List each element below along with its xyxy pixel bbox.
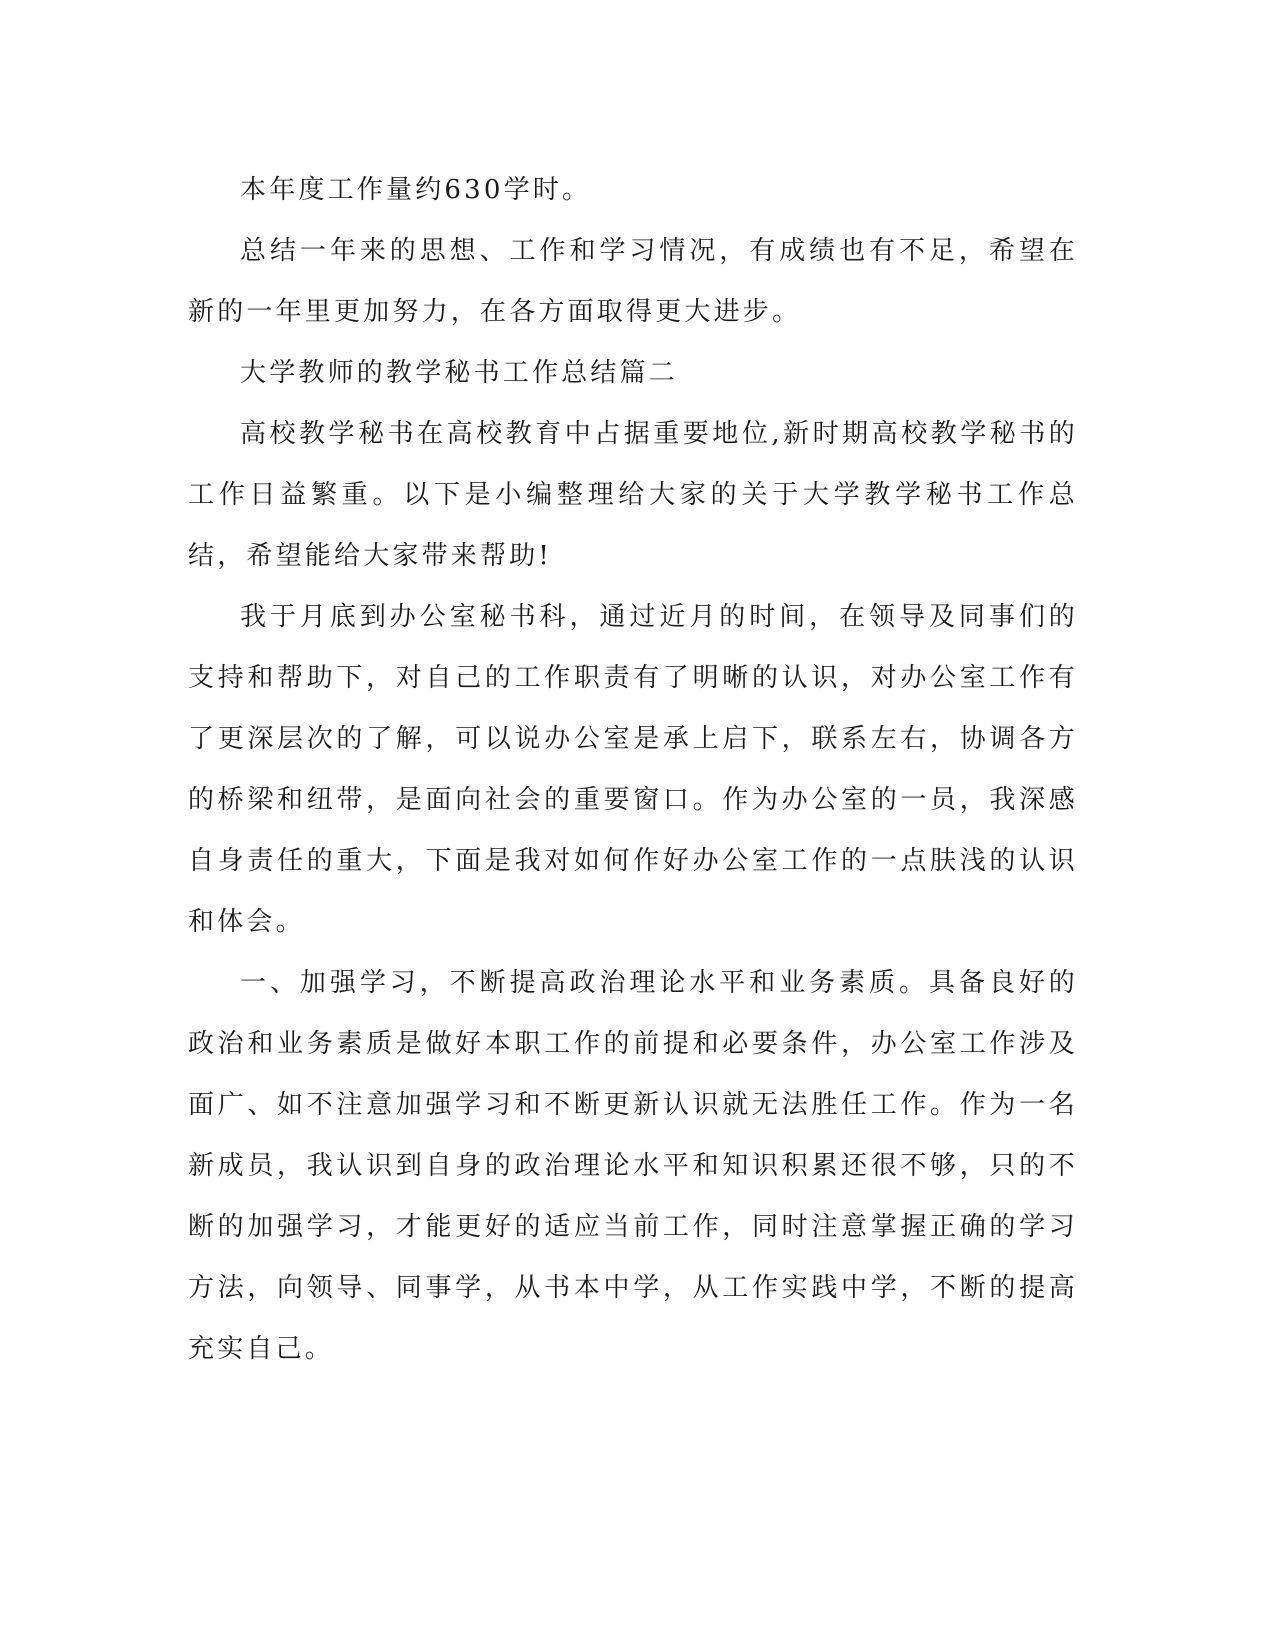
paragraph-office-experience: 我于月底到办公室秘书科，通过近月的时间，在领导及同事们的支持和帮助下，对自己的工作职责有了明晰的认识，对办公室工作有了更深层次的了解，可以说办公室是承上启下，联系左右，协调各方的桥梁和纽带，是面向社会的重要窗口。作为办公室的一员，我深感自身责任的重大，下面是我对如何作好办公室工作的一点肤浅的认识和体会。: [188, 602, 1078, 937]
paragraph-workload: 本年度工作量约630学时。: [240, 175, 592, 205]
section-heading: 大学教师的教学秘书工作总结篇二: [240, 358, 679, 388]
paragraph-summary: 总结一年来的思想、工作和学习情况，有成绩也有不足，希望在新的一年里更加努力，在各方面取得更大进步。: [188, 236, 1078, 327]
paragraph-intro: 高校教学秘书在高校教育中占据重要地位,新时期高校教学秘书的工作日益繁重。以下是小编整理给大家的关于大学教学秘书工作总结，希望能给大家带来帮助!: [188, 419, 1078, 571]
document-body: [188, 160, 1078, 1380]
paragraph-point-one: 一、加强学习，不断提高政治理论水平和业务素质。具备良好的政治和业务素质是做好本职工作的前提和必要条件，办公室工作涉及面广、如不注意加强学习和不断更新认识就无法胜任工作。作为一名新成员，我认识到自身的政治理论水平和知识积累还很不够，只的不断的加强学习，才能更好的适应当前工作，同时注意掌握正确的学习方法，向领导、同事学，从书本中学，从工作实践中学，不断的提高充实自己。: [188, 968, 1078, 1364]
